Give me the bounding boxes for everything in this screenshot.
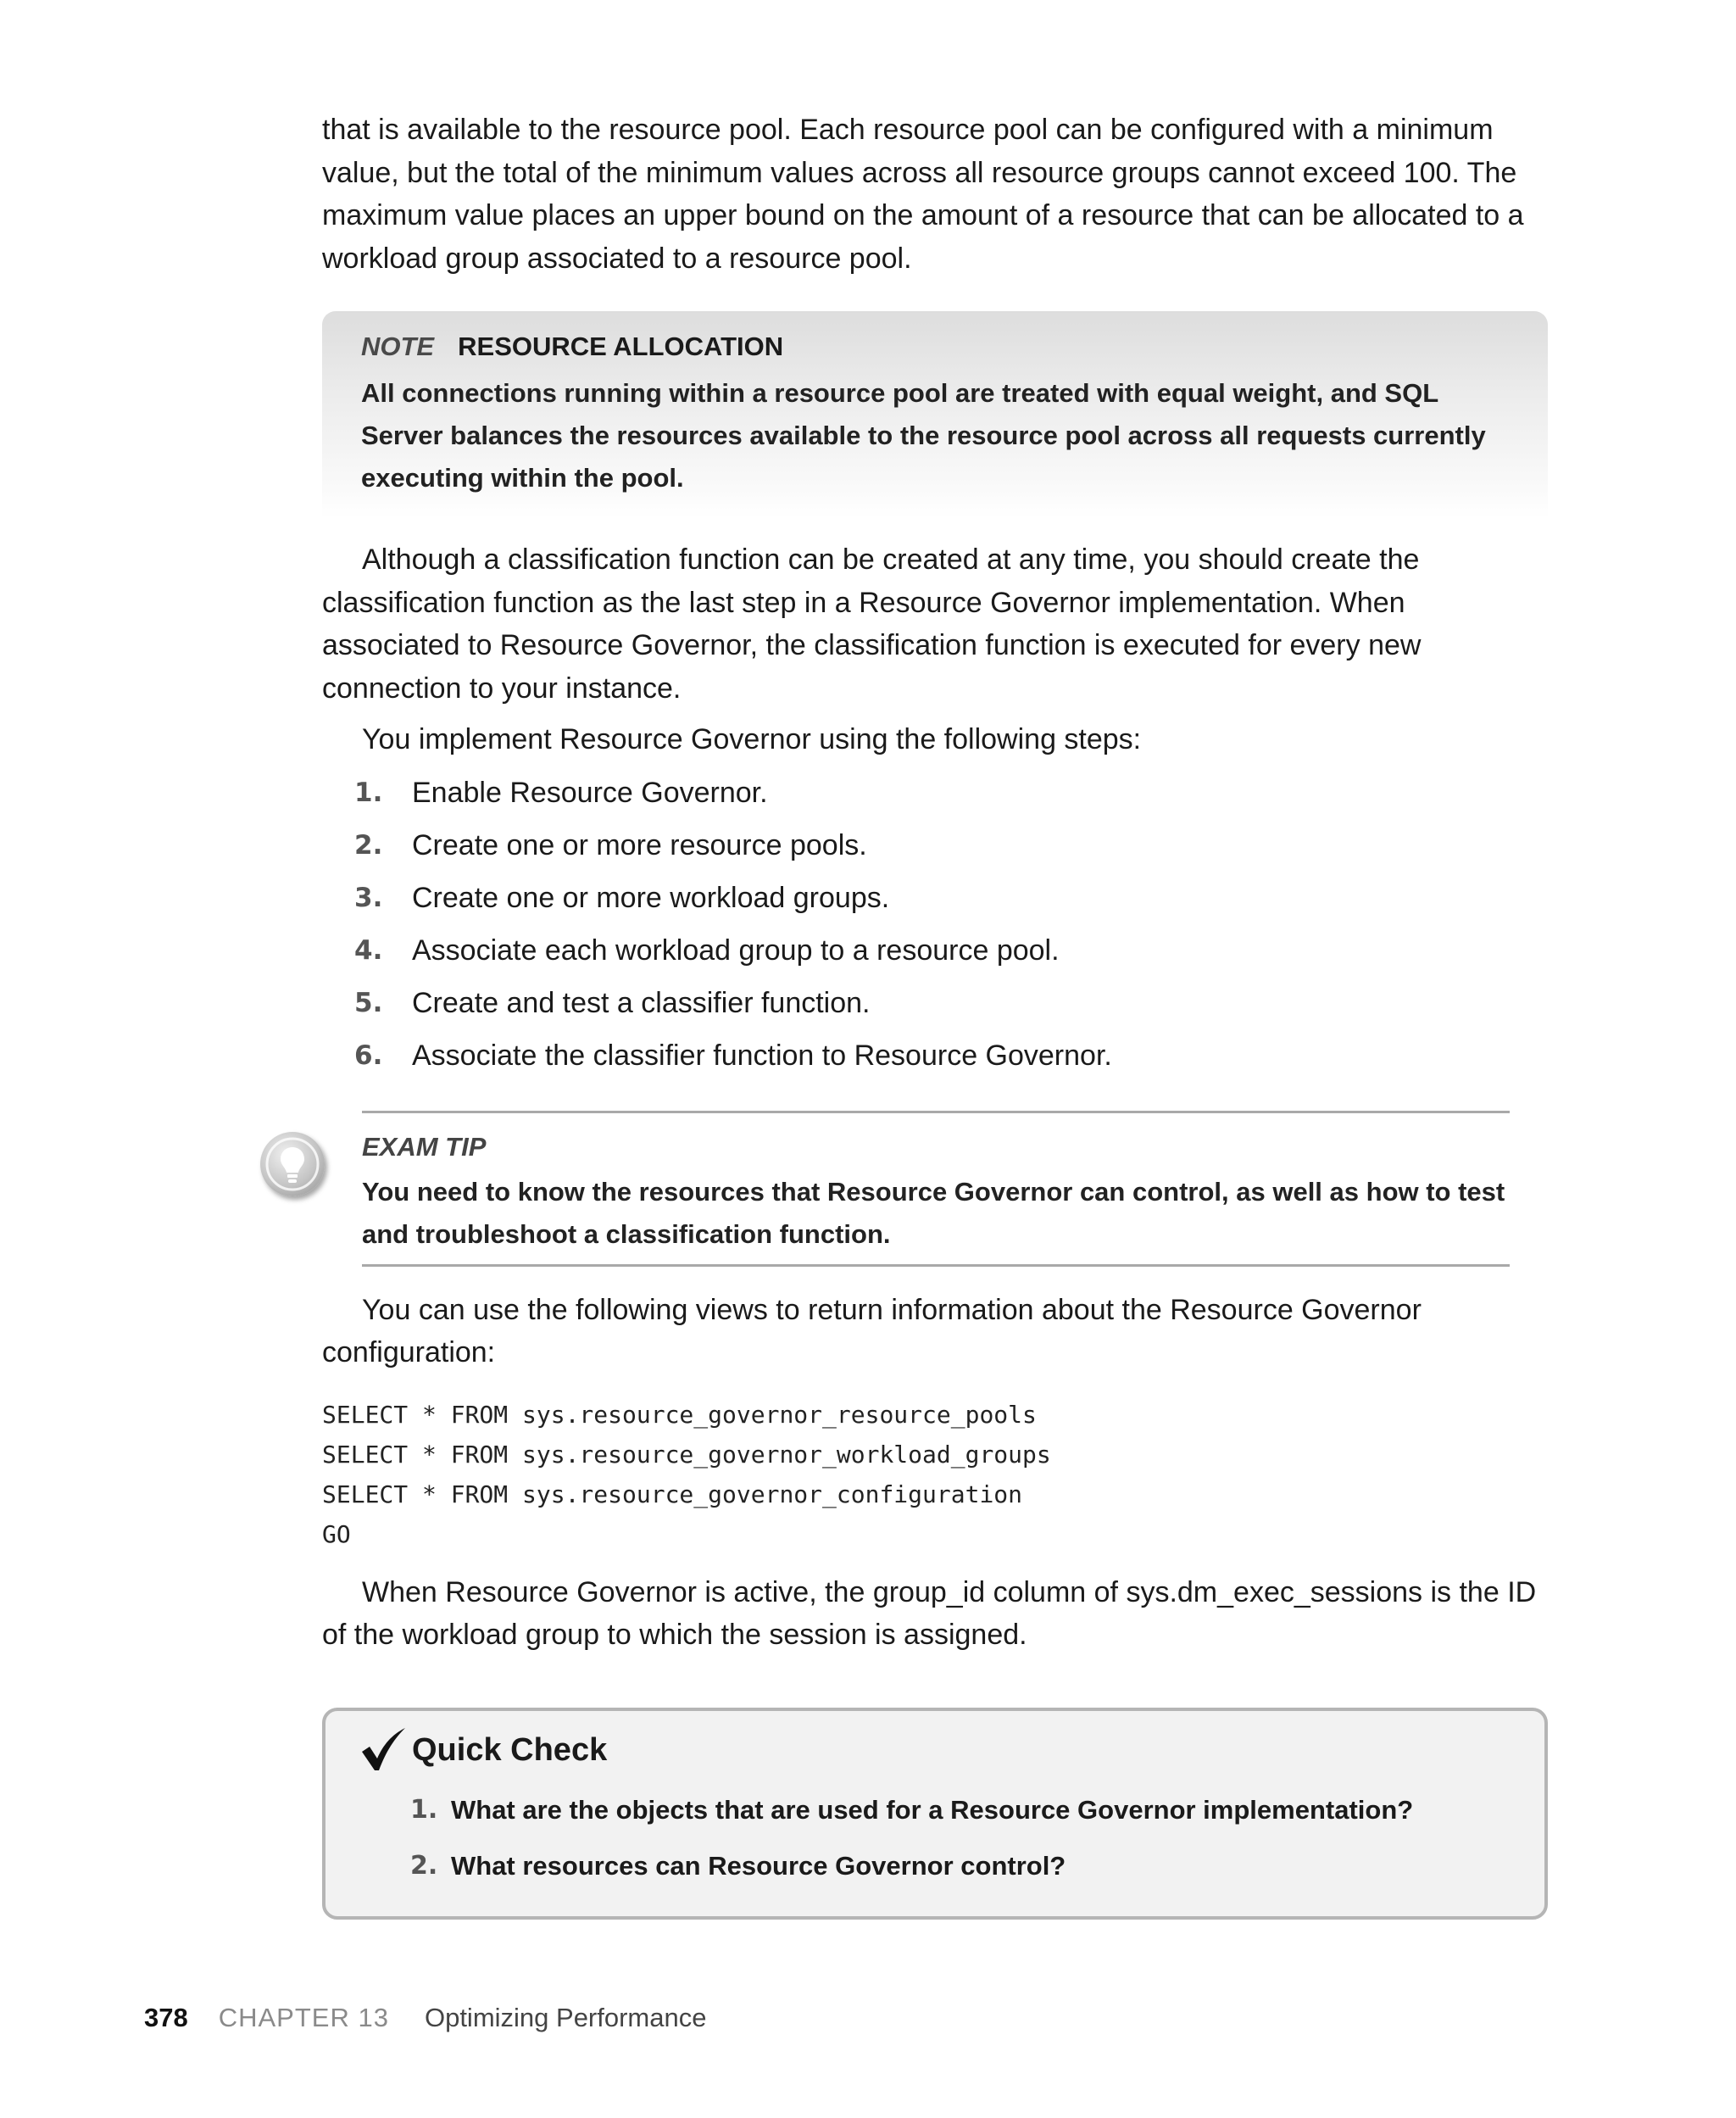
note-box [322, 311, 1548, 518]
list-item [322, 1029, 1548, 1082]
quick-check-box [322, 1708, 1548, 1920]
quick-check-title: Quick Check [412, 1731, 608, 1768]
exam-tip-box [362, 1111, 1510, 1267]
quick-check-header [359, 1726, 1511, 1774]
step-number: 5. [354, 987, 383, 1018]
lightbulb-icon [260, 1132, 325, 1196]
code-line: GO [322, 1519, 351, 1548]
step-number: 1. [354, 777, 383, 808]
steps-intro-paragraph: You implement Resource Governor using the following steps: [362, 723, 1142, 755]
note-header [361, 326, 1509, 367]
code-block [322, 1395, 1548, 1554]
question-text: What are the objects that are used for a Resource Governor implementation? [451, 1794, 1414, 1825]
list-item [322, 819, 1548, 872]
list-item [322, 872, 1548, 924]
steps-list [322, 766, 1548, 1082]
classification-paragraph: Although a classification function can be created at any time, you should create the classification function as the last step in a Resource Governor implementation. When associated to Resource Governor, the classification function is executed for every new connection to your instance. [322, 543, 1422, 705]
code-line: SELECT * FROM sys.resource_governor_configuration [322, 1480, 1023, 1508]
note-body: All connections running within a resource pool are treated with equal weight, and SQL Server balances the resources available to the resource pool across all requests currently executing within the pool. [361, 378, 1486, 493]
question-number: 1. [410, 1794, 438, 1825]
note-label: NOTE [361, 332, 435, 361]
step-text: Create and test a classifier function. [412, 986, 871, 1019]
step-text: Create one or more resource pools. [412, 828, 867, 861]
page-number: 378 [144, 2003, 188, 2032]
step-number: 2. [354, 829, 383, 861]
quick-check-questions [359, 1782, 1511, 1894]
step-number: 3. [354, 882, 383, 913]
code-line: SELECT * FROM sys.resource_governor_resource_pools [322, 1400, 1037, 1429]
intro-paragraph: that is available to the resource pool. Each resource pool can be configured with a minimum value, but the total of the minimum values across all resource groups cannot exceed 100. The maximum value places an upper bound on the amount of a resource that can be allocated to a workload group associated to a resource pool. [322, 114, 1524, 275]
list-item [322, 766, 1548, 819]
views-paragraph: You can use the following views to return information about the Resource Governor configuration: [322, 1293, 1422, 1368]
list-item [322, 977, 1548, 1029]
list-item [359, 1838, 1511, 1894]
exam-tip-body: You need to know the resources that Resource Governor can control, as well as how to test and troubleshoot a classification function. [362, 1176, 1505, 1249]
step-text: Associate each workload group to a resource pool. [412, 934, 1060, 967]
chapter-label: CHAPTER 13 [218, 2003, 389, 2032]
step-text: Create one or more workload groups. [412, 881, 890, 914]
step-number: 6. [354, 1039, 383, 1071]
exam-tip-label: EXAM TIP [362, 1131, 487, 1162]
list-item [322, 924, 1548, 977]
note-title: RESOURCE ALLOCATION [458, 332, 784, 361]
step-text: Enable Resource Governor. [412, 776, 768, 809]
chapter-title: Optimizing Performance [424, 2003, 707, 2032]
list-item [359, 1782, 1511, 1838]
page-content [322, 109, 1548, 1920]
group-id-paragraph: When Resource Governor is active, the group_id column of sys.dm_exec_sessions is the ID of the workload group to which the session is assigned. [322, 1575, 1537, 1651]
code-line: SELECT * FROM sys.resource_governor_workload_groups [322, 1440, 1051, 1469]
step-text: Associate the classifier function to Resource Governor. [412, 1039, 1112, 1072]
checkmark-icon [359, 1726, 407, 1774]
question-text: What resources can Resource Governor control? [451, 1850, 1066, 1881]
step-number: 4. [354, 934, 383, 966]
question-number: 2. [410, 1850, 438, 1881]
page-footer [144, 1999, 706, 2037]
